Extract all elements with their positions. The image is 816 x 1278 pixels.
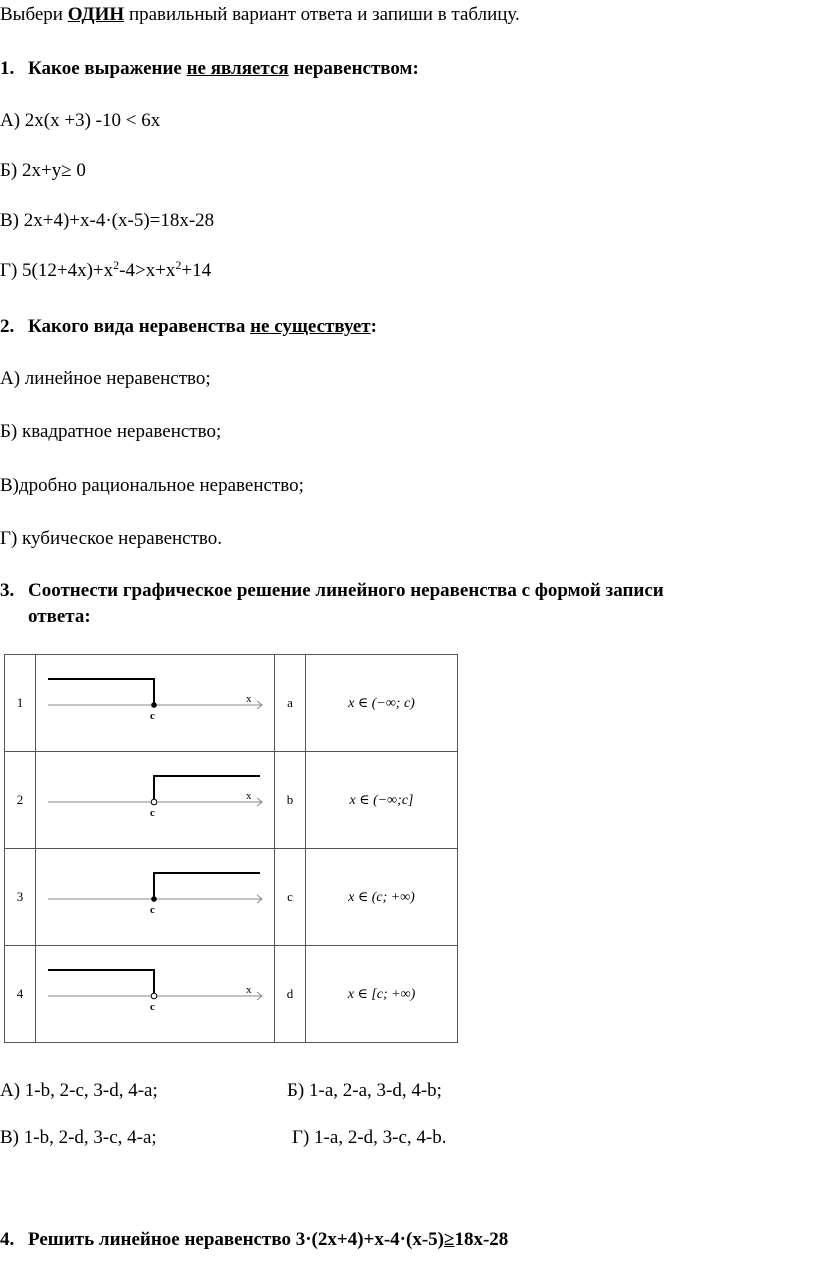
number-line-graph <box>36 752 275 849</box>
closed-point <box>151 702 157 708</box>
axis-label: x <box>246 790 252 802</box>
number-line-2 <box>36 752 274 848</box>
q3-answer-c: В) 1-b, 2-d, 3-c, 4-a; <box>0 1127 157 1148</box>
open-point <box>151 993 157 999</box>
row-formula: x ∈ (−∞; c) <box>306 655 458 752</box>
q2-option-b: Б) квадратное неравенство; <box>0 421 222 442</box>
q2-option-a: А) линейное неравенство; <box>0 368 211 389</box>
matching-table <box>4 654 458 1043</box>
instruction: Выбери ОДИН правильный вариант ответа и запиши в таблицу. <box>0 4 520 25</box>
row-formula: x ∈ (−∞;c] <box>306 752 458 849</box>
row-formula: x ∈ (c; +∞) <box>306 849 458 946</box>
question-3-title-line2: ответа: <box>28 606 91 627</box>
q1-option-d: Г) $5(12+4х)+х^2-4>х+х^2+14$ <box>0 258 212 281</box>
number-line-4 <box>36 946 274 1042</box>
question-3-title: 3. Соотнести графическое решение линейного неравенства с формой записи <box>0 580 664 601</box>
row-formula: x ∈ [c; +∞) <box>306 946 458 1043</box>
number-line-graph <box>36 946 275 1043</box>
question-number: 4. <box>0 1229 15 1250</box>
question-1-emphasis: не является <box>186 58 289 79</box>
point-label: c <box>150 710 155 722</box>
row-letter: a <box>275 655 306 752</box>
row-number: 1 <box>5 655 36 752</box>
axis-label: x <box>246 693 252 705</box>
q3-answer-a: А) 1-b, 2-c, 3-d, 4-a; <box>0 1080 158 1101</box>
row-letter: d <box>275 946 306 1043</box>
row-number: 4 <box>5 946 36 1043</box>
instruction-emphasis: ОДИН <box>67 4 125 25</box>
open-point <box>151 799 157 805</box>
q2-option-c: В)дробно рациональное неравенство; <box>0 475 304 496</box>
number-line-graph <box>36 655 275 752</box>
q3-answer-b: Б) 1-a, 2-a, 3-d, 4-b; <box>287 1080 442 1101</box>
point-label: c <box>150 1001 155 1013</box>
table-row <box>5 655 458 752</box>
question-number: 3. <box>0 580 15 601</box>
table-row <box>5 946 458 1043</box>
question-4-title: 4. Решить линейное неравенство 3·(2х+4)+х-4·(х-5)≥18х-28 <box>0 1229 509 1250</box>
row-number: 2 <box>5 752 36 849</box>
row-letter: c <box>275 849 306 946</box>
table-row <box>5 752 458 849</box>
question-4-emphasis: ≥ <box>444 1229 455 1250</box>
number-line-3 <box>36 849 274 945</box>
number-line-1 <box>36 655 274 751</box>
q1-option-b: Б) 2х+у≥ 0 <box>0 160 86 181</box>
question-2-title: 2. Какого вида неравенства не существует: <box>0 316 377 337</box>
closed-point <box>151 896 157 902</box>
question-2-emphasis: не существует <box>250 316 371 337</box>
axis-label: x <box>246 984 252 996</box>
question-number: 1. <box>0 58 15 79</box>
q3-answer-d: Г) 1-a, 2-d, 3-c, 4-b. <box>292 1127 447 1148</box>
q1-option-a: А) 2х(х +3) -10 < 6х <box>0 110 161 131</box>
point-label: c <box>150 807 155 819</box>
table-row <box>5 849 458 946</box>
q1-option-c: В) 2х+4)+х-4·(х-5)=18х-28 <box>0 210 215 231</box>
row-number: 3 <box>5 849 36 946</box>
q2-option-d: Г) кубическое неравенство. <box>0 528 223 549</box>
number-line-graph <box>36 849 275 946</box>
question-number: 2. <box>0 316 15 337</box>
question-1-title: 1. Какое выражение не является неравенством: <box>0 58 419 79</box>
row-letter: b <box>275 752 306 849</box>
point-label: c <box>150 904 155 916</box>
